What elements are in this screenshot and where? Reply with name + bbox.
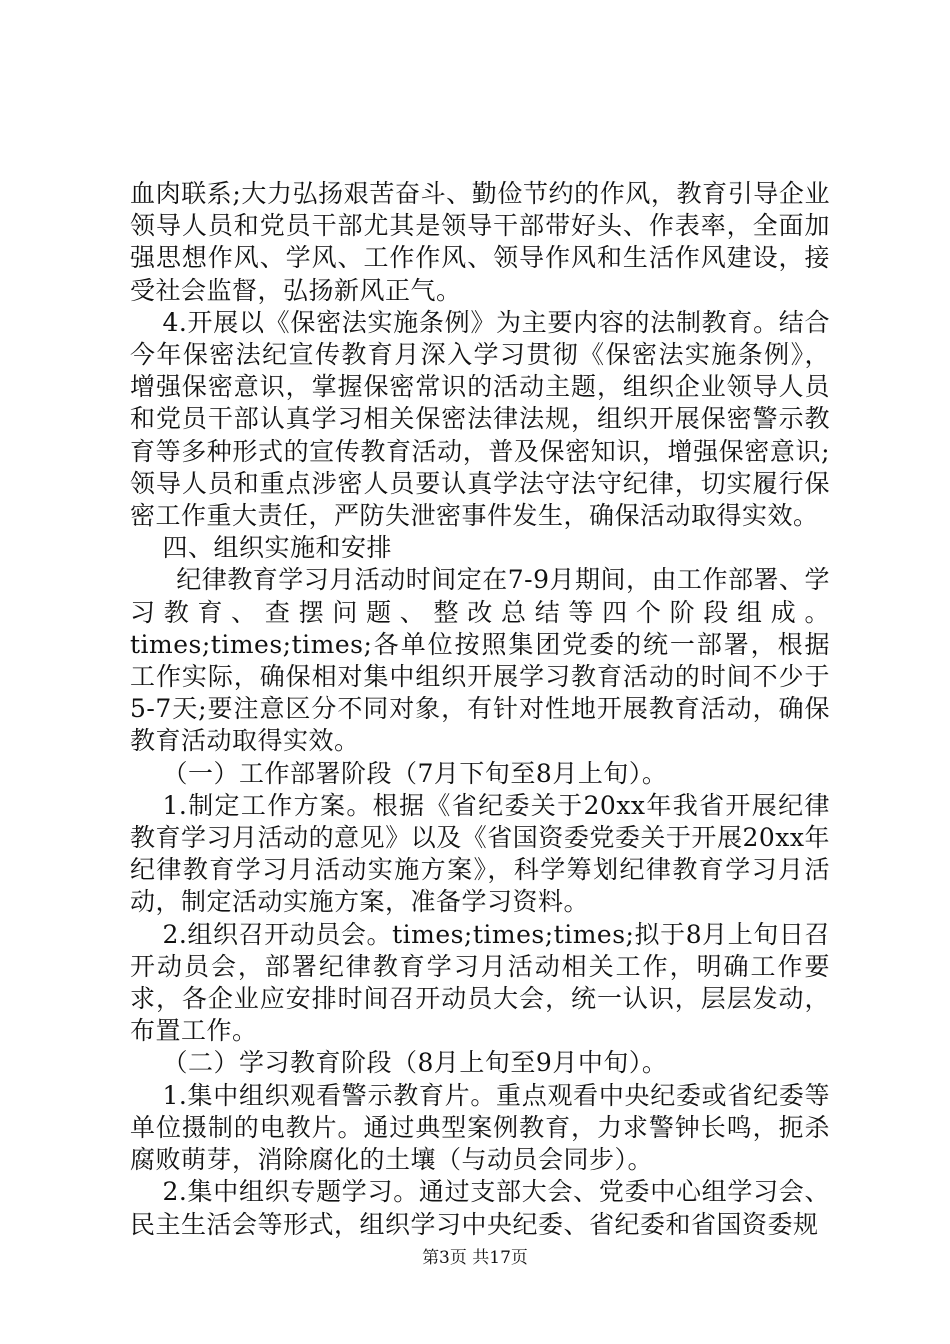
section-heading-4: 四、组织实施和安排: [162, 533, 393, 563]
paragraph-item-2-meeting: 2.组织召开动员会。times;times;times;拟于8月上旬日召开动员会，部署纪律教育学习月活动相关工作，明确工作要求，各企业应安排时间召开动员大会，统一认识，层层发动，布置工作。: [130, 919, 830, 1046]
page-footer: 第3页 共17页: [422, 1248, 528, 1268]
subsection-heading-1: （一）工作部署阶段（7月下旬至8月上旬）。: [162, 758, 668, 788]
paragraph-item-1-plan: 1.制定工作方案。根据《省纪委关于20xx年我省开展纪律教育学习月活动的意见》以及《省国资委党委关于开展20xx年纪律教育学习月活动实施方案》，科学筹划纪律教育学习月活动，制定活动实施方案，准备学习资料。: [130, 790, 830, 917]
paragraph-schedule: 纪律教育学习月活动时间定在7-9月期间，由工作部署、学习教育、查摆问题、整改总结等四个阶段组成。times;times;times;各单位按照集团党委的统一部署，根据工作实际，确保相对集中组织开展学习教育活动的时间不少于5-7天;要注意区分不同对象，有针对性地开展教育活动，确保教育活动取得实效。: [130, 565, 831, 756]
document-body: [130, 178, 830, 1241]
paragraph-item-2-study: 2.集中组织专题学习。通过支部大会、党委中心组学习会、民主生活会等形式，组织学习中央纪委、省纪委和省国资委规: [130, 1177, 830, 1239]
paragraph-continuation: 血肉联系;大力弘扬艰苦奋斗、勤俭节约的作风，教育引导企业领导人员和党员干部尤其是领导干部带好头、作表率，全面加强思想作风、学风、工作作风、领导作风和生活作风建设，接受社会监督，弘扬新风正气。: [130, 179, 830, 305]
paragraph-item-1-video: 1.集中组织观看警示教育片。重点观看中央纪委或省纪委等单位摄制的电教片。通过典型案例教育，力求警钟长鸣，扼杀腐败萌芽，消除腐化的土壤（与动员会同步）。: [130, 1080, 830, 1175]
paragraph-item-4: 4.开展以《保密法实施条例》为主要内容的法制教育。结合今年保密法纪宣传教育月深入学习贯彻《保密法实施条例》，增强保密意识，掌握保密常识的活动主题，组织企业领导人员和党员干部认真学习相关保密法律法规，组织开展保密警示教育等多种形式的宣传教育活动，普及保密知识，增强保密意识;领导人员和重点涉密人员要认真学法守法守纪律，切实履行保密工作重大责任，严防失泄密事件发生，确保活动取得实效。: [130, 307, 830, 531]
subsection-heading-2: （二）学习教育阶段（8月上旬至9月中旬）。: [162, 1048, 668, 1078]
